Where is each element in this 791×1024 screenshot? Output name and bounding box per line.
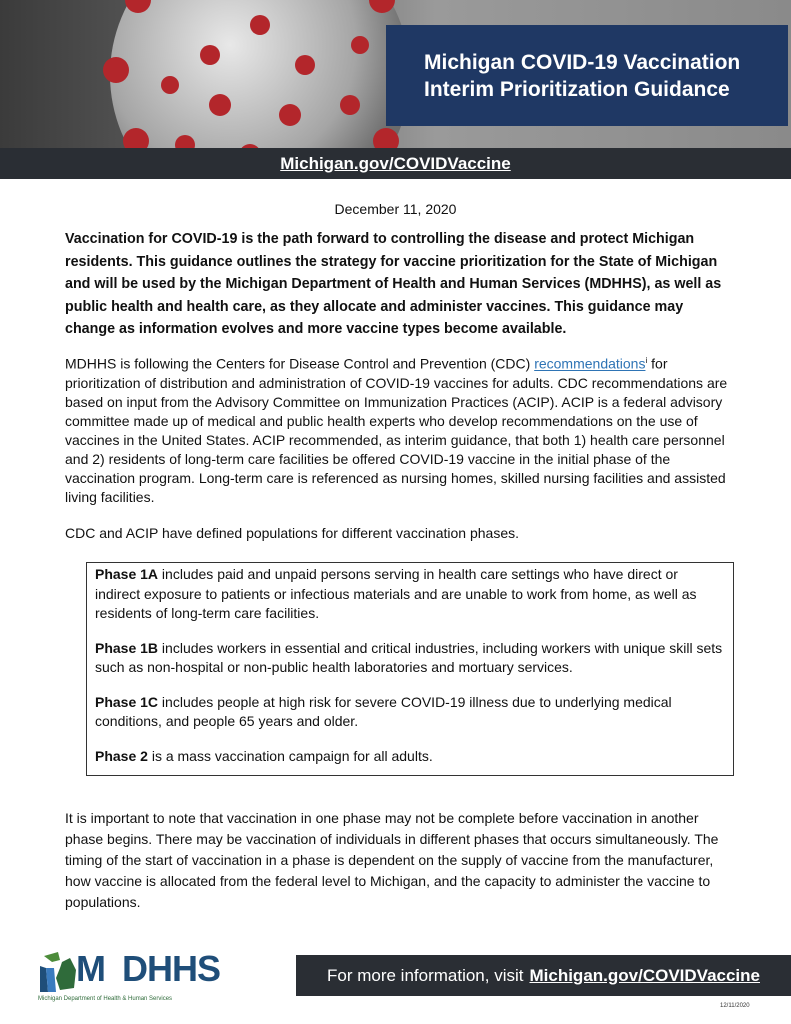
phase-label: Phase 1A xyxy=(95,566,159,582)
phase-1b xyxy=(95,639,725,678)
phases-box xyxy=(86,562,734,776)
paragraph-phases-intro: CDC and ACIP have defined populations for different vaccination phases. xyxy=(65,525,519,541)
header-hero xyxy=(0,0,791,150)
phase-1a xyxy=(95,565,725,624)
phase-1c xyxy=(95,693,725,732)
title-line-2: Interim Prioritization Guidance xyxy=(424,77,730,101)
phase-label: Phase 1C xyxy=(95,693,159,710)
phase-text: includes people at high risk for severe COVID-19 illness due to underlying medical conditions, and people 65 years and older. xyxy=(95,693,672,729)
coronavirus-illustration xyxy=(90,0,430,150)
paragraph-cdc-before: MDHHS is following the Centers for Disease Control and Prevention (CDC) xyxy=(65,355,535,372)
recommendations-link[interactable]: recommendations xyxy=(534,355,646,372)
footer-prefix: For more information, visit xyxy=(326,965,524,985)
title-panel xyxy=(386,25,788,126)
footer-url-link[interactable]: Michigan.gov/COVIDVaccine xyxy=(529,965,760,985)
footnote-marker: i xyxy=(645,356,648,365)
paragraph-cdc xyxy=(65,351,735,507)
phase-label: Phase 2 xyxy=(95,747,148,764)
logo-m-letter: M xyxy=(76,948,106,989)
logo-subtitle: Michigan Department of Health & Human Services xyxy=(38,996,173,1002)
footer-date: 12/11/2020 xyxy=(720,1003,750,1009)
header-url-link[interactable]: Michigan.gov/COVIDVaccine xyxy=(280,153,511,173)
logo-text: DHHS xyxy=(122,948,221,989)
phase-text: is a mass vaccination campaign for all adults. xyxy=(147,747,433,764)
paragraph-timing: It is important to note that vaccination in one phase may not be complete before vaccination in another phase begins. There may be vaccination of individuals in different phases that occurs simultaneously. The timing of the start of vaccination in a phase is dependent on the supply of vaccine from the manufacturer, how vaccine is allocated from the federal level to Michigan, and the capacity to administer the vaccine to populations. xyxy=(65,810,719,910)
title-line-1: Michigan COVID-19 Vaccination xyxy=(424,50,741,74)
intro-paragraph: Vaccination for COVID-19 is the path forward to controlling the disease and protect Michigan residents. This guidance outlines the strategy for vaccine prioritization for the State of Michigan and will be used by the Michigan Department of Health and Human Services (MDHHS), as well as public health and health care, as they allocate and administer vaccines. This guidance may change as information evolves and more vaccine types become available. xyxy=(65,231,722,337)
mdhhs-logo xyxy=(38,948,221,1008)
footer-banner xyxy=(296,955,791,996)
document-date: December 11, 2020 xyxy=(334,201,457,217)
phase-label: Phase 1B xyxy=(95,639,159,656)
phase-text: includes paid and unpaid persons serving in health care settings who have direct or indirect exposure to patients or infectious materials and are unable to work from home, as well as residents of long-term care facilities. xyxy=(95,566,697,621)
paragraph-cdc-after: for prioritization of distribution and administration of COVID-19 vaccines for adults. CDC recommendations are based on input from the Advisory Committee on Immunization Practices (ACIP). ACIP is a federal advisory committee made up of medical and public health experts who develop recommendations on the use of vaccines in the United States. ACIP recommended, as interim guidance, that both 1) health care personnel and 2) residents of long-term care facilities be offered COVID-19 vaccine in the initial phase of the vaccination program. Long-term care is referenced as nursing homes, skilled nursing facilities and assisted living facilities. xyxy=(65,355,728,505)
phase-text: includes workers in essential and critical industries, including workers with unique skill sets such as non-hospital or non-public health laboratories and mortuary services. xyxy=(95,639,723,675)
url-bar xyxy=(0,148,791,179)
phase-2 xyxy=(95,747,725,767)
